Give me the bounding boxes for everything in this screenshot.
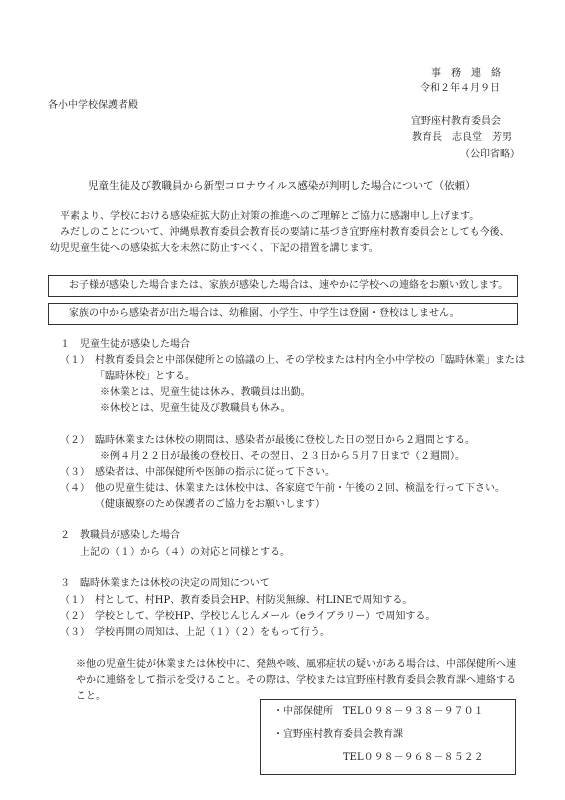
notice-box-1 bbox=[48, 275, 518, 297]
section-2-heading: ２ 教職員が感染した場合 bbox=[60, 530, 180, 541]
sender-organization: 宜野座村教育委員会 bbox=[411, 116, 501, 127]
section-1-line: 「臨時休校」とする。 bbox=[60, 371, 195, 382]
addressee: 各小中学校保護者殿 bbox=[48, 100, 138, 111]
section-3-line: （３） 学校再開の周知は、上記（１）（２）をもって行う。 bbox=[60, 627, 330, 638]
section-1-line: （４） 他の児童生徒は、休業または休校中は、各家庭で午前・午後の２回、検温を行って下さい。 bbox=[60, 483, 505, 494]
seal-note: （公印省略） bbox=[460, 149, 520, 160]
contact-education-phone: TEL０９８－９６８－８５２２ bbox=[343, 752, 484, 763]
notice-text-1: お子様が感染した場合または、家族が感染した場合は、速やかに学校への連絡をお願い致します。 bbox=[69, 280, 509, 291]
document-date: 令和２年４月９日 bbox=[420, 83, 500, 94]
intro-line-2: みだしのことについて、沖縄県教育委員会教育長の要請に基づき宜野座村教育委員会としても今後、 bbox=[60, 227, 510, 238]
footnote-line-1: ※他の児童生徒が休業または休校中に、発熱や咳、風邪症状の疑いがある場合は、中部保健所へ速 bbox=[76, 659, 516, 670]
contact-education-division: ・宜野座村教育委員会教育課 bbox=[273, 729, 403, 740]
section-1-line: ※例４月２２日が最後の登校日、その翌日、２３日から５月７日まで（２週間）。 bbox=[60, 451, 465, 462]
footnote-line-3: こと。 bbox=[76, 691, 106, 702]
sender-name: 教育長 志良堂 芳男 bbox=[412, 132, 512, 143]
section-1-line: （１） 村教育委員会と中部保健所との協議の上、その学校または村内全小中学校の「臨時休業」または bbox=[60, 355, 525, 366]
document-title: 児童生徒及び教職員から新型コロナウイルス感染が判明した場合について（依頼） bbox=[88, 180, 476, 192]
notice-box-2 bbox=[48, 303, 518, 325]
section-3-line: （１） 村として、村HP、教育委員会HP、村防災無線、村LINEで周知する。 bbox=[60, 595, 413, 606]
contact-box bbox=[260, 699, 516, 775]
section-3-heading: ３ 臨時休業または休校の決定の周知について bbox=[60, 578, 270, 589]
section-3-line: （２） 学校として、学校HP、学校じんじんメール（eライブラリー）で周知する。 bbox=[60, 611, 436, 622]
intro-line-1: 平素より、学校における感染症拡大防止対策の推進へのご理解とご協力に感謝申し上げます。 bbox=[60, 211, 480, 222]
section-1-line: （３） 感染者は、中部保健所や医師の指示に従って下さい。 bbox=[60, 467, 335, 478]
section-1-line: ※休校とは、児童生徒及び教職員も休み。 bbox=[60, 403, 291, 414]
footnote-line-2: やかに連絡をして指示を受けること。その際は、学校または宜野座村教育委員会教育課へ連絡する bbox=[76, 675, 516, 686]
document-type: 事 務 連 絡 bbox=[431, 68, 501, 79]
section-1-line: （健康観察のため保護者のご協力をお願いします） bbox=[60, 499, 325, 510]
notice-text-2: 家族の中から感染者が出た場合は、幼稚園、小学生、中学生は登園・登校はしません。 bbox=[69, 308, 460, 319]
section-1-line: （２） 臨時休業または休校の期間は、感染者が最後に登校した日の翌日から２週間とする。 bbox=[60, 435, 475, 446]
contact-health-center: ・中部保健所 TEL０９８－９３８－９７０１ bbox=[273, 706, 484, 717]
intro-line-3: 幼児児童生徒への感染拡大を未然に防止すべく、下記の措置を講じます。 bbox=[50, 243, 379, 254]
section-1-line: ※休業とは、児童生徒は休み、教職員は出勤。 bbox=[60, 387, 311, 398]
section-2-line: 上記の（１）から（４）の対応と同様とする。 bbox=[60, 547, 290, 558]
section-1-heading: １ 児童生徒が感染した場合 bbox=[60, 339, 190, 350]
